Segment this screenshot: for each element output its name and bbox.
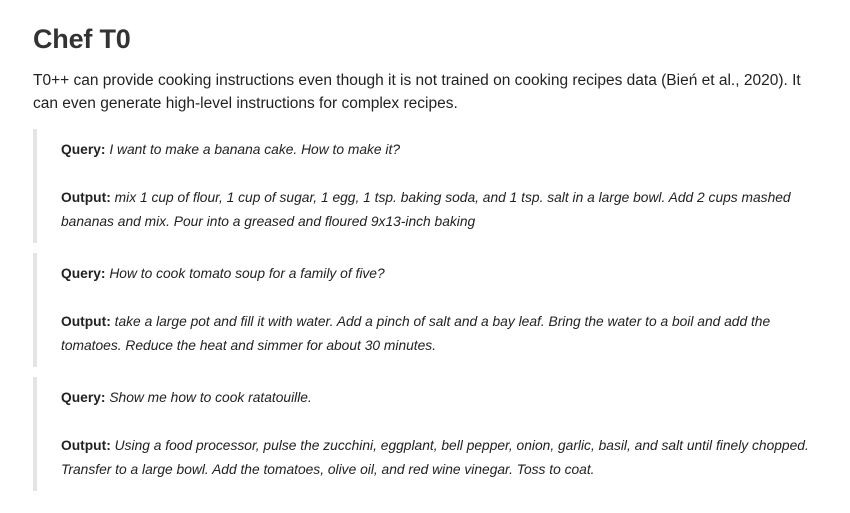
query-label: Query: bbox=[61, 142, 106, 157]
examples-list bbox=[33, 129, 817, 491]
query-line bbox=[61, 138, 817, 162]
output-line bbox=[61, 434, 817, 482]
example-blockquote bbox=[33, 377, 817, 491]
query-text: How to cook tomato soup for a family of five? bbox=[109, 266, 385, 281]
example-blockquote bbox=[33, 129, 817, 243]
query-label: Query: bbox=[61, 266, 106, 281]
query-line bbox=[61, 386, 817, 410]
output-label: Output: bbox=[61, 438, 111, 453]
output-line bbox=[61, 186, 817, 234]
intro-paragraph: T0++ can provide cooking instructions even though it is not trained on cooking recipes data (Bień et al., 2020). It can even generate high-level instructions for complex recipes. bbox=[33, 72, 801, 112]
example-blockquote bbox=[33, 253, 817, 367]
output-line bbox=[61, 310, 817, 358]
output-text: Using a food processor, pulse the zucchini, eggplant, bell pepper, onion, garlic, basil, and salt until finely chopped. Transfer to a large bowl. Add the tomatoes, olive oil, and red wine vinegar. Toss to coat. bbox=[61, 438, 809, 477]
query-label: Query: bbox=[61, 390, 106, 405]
query-text: Show me how to cook ratatouille. bbox=[109, 390, 312, 405]
page-title: Chef T0 bbox=[33, 24, 131, 54]
query-line bbox=[61, 262, 817, 286]
output-text: take a large pot and fill it with water. Add a pinch of salt and a bay leaf. Bring the water to a boil and add the tomatoes. Reduce the heat and simmer for about 30 minutes. bbox=[61, 314, 771, 353]
output-label: Output: bbox=[61, 190, 111, 205]
output-label: Output: bbox=[61, 314, 111, 329]
query-text: I want to make a banana cake. How to make it? bbox=[109, 142, 400, 157]
output-text: mix 1 cup of flour, 1 cup of sugar, 1 egg, 1 tsp. baking soda, and 1 tsp. salt in a large bowl. Add 2 cups mashed bananas and mix. Pour into a greased and floured 9x13-inch baking bbox=[61, 190, 791, 229]
